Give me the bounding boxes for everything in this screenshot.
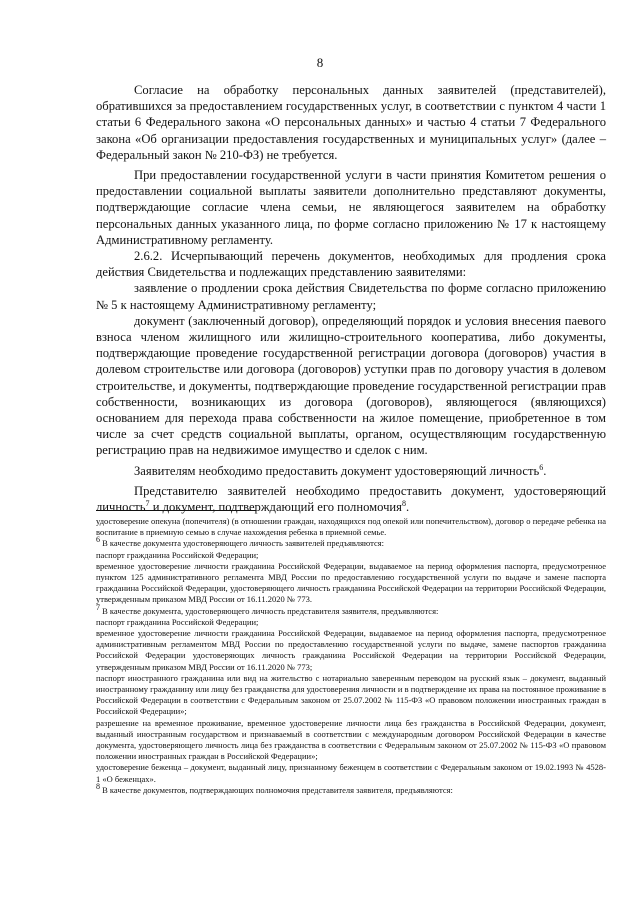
main-text	[96, 82, 606, 515]
representative-id-end: .	[405, 500, 410, 515]
footnote-ref-6: 6	[539, 462, 544, 472]
paragraph-family-consent: При предоставлении государственной услуги в части принятия Комитетом решения о предоставлении социальной выплаты заявители дополнительно представляют документы, подтверждающие согласие члена семьи, не являющегося заявителем на обработку персональных данных указанного лица, по форме согласно приложению № 17 к настоящему Административному регламенту.	[96, 168, 606, 247]
paragraph-application: заявление о продлении срока действия Свидетельства по форме согласно приложению № 5 к настоящему Административному регламенту;	[96, 281, 606, 312]
footnote-7-item: временное удостоверение личности гражданина Российской Федерации, выдаваемое на период оформления паспорта, предусмотренное административным регламентом МВД России по предоставлению государственной услуги по выдаче, замене паспортов гражданина Российской Федерации удостоверяющих личность гражданина Российской Федерации на территории Российской Федерации, утвержденным приказом МВД России от 16.11.2020 № 773;	[96, 628, 606, 672]
footnote-7-title	[96, 602, 606, 617]
footnote-7-title-text: В качестве документа, удостоверяющего личность представителя заявителя, предъявляются:	[100, 605, 439, 616]
footnote-7-mark: 7	[96, 602, 100, 612]
footnote-ref-8: 8	[401, 498, 406, 508]
footnote-ref-7: 7	[145, 498, 150, 508]
footnote-6-mark: 6	[96, 535, 100, 545]
paragraph-applicant-id	[96, 463, 606, 479]
footnote-7-item: паспорт гражданина Российской Федерации;	[96, 616, 259, 627]
footnote-8-title	[96, 782, 606, 796]
paragraph-consent: Согласие на обработку персональных данных заявителей (представителей), обратившихся за предоставлением государственных услуг, в соответствии с пунктом 4 части 1 статьи 6 Федерального закона «О персональных данных» и частью 4 статьи 7 Федерального закона «Об организации предоставления государственных и муниципальных услуг» (далее – Федеральный закон № 210-ФЗ) не требуется.	[96, 83, 606, 162]
applicant-id-text: Заявителям необходимо предоставить документ удостоверяющий личность	[134, 463, 540, 478]
footnotes	[96, 516, 606, 796]
applicant-id-end: .	[543, 463, 547, 478]
footnote-6-title	[96, 535, 606, 549]
footnote-continuation: удостоверение опекуна (попечителя) (в отношении граждан, находящихся под опекой или попечительством), договор о передаче ребенка на воспитание в приемную семью в случае нахождения ребенка в приемной семье.	[96, 516, 606, 538]
footnote-6-title-text: В качестве документа удостоверяющего личность заявителей предъявляются:	[100, 538, 385, 549]
representative-powers-text: и документ, подтверждающий его полномочия	[149, 500, 402, 515]
footnote-separator	[96, 510, 256, 511]
footnote-6-item: временное удостоверение личности гражданина Российской Федерации, выдаваемое на период оформления паспорта, предусмотренное пунктом 125 административного регламента МВД России по предоставлению государственной услуги по выдаче и замене паспорта гражданина Российской Федерации, удостоверяющего личность гражданина Российской Федерации на территории Российской Федерации, утвержденным приказом МВД России от 16.11.2020 № 773.	[96, 560, 606, 605]
footnote-8-title-text: В качестве документов, подтверждающих полномочия представителя заявителя, предъявляются:	[100, 784, 453, 795]
paragraph-2-6-2: 2.6.2. Исчерпывающий перечень документов, необходимых для продления срока действия Свидетельства и подлежащих представлению заявителями:	[96, 249, 606, 280]
footnote-7-item: разрешение на временное проживание, временное удостоверение личности лица без гражданства в Российской Федерации, документ, выданный иностранным государством и признаваемый в соответствии с международным договором Российской Федерации в качестве документа, удостоверяющего личность лица без гражданства в соответствии с Федеральным законом от 25.07.2002 № 115-ФЗ «О правовом положении иностранных граждан в Российской Федерации»;	[96, 717, 606, 762]
footnote-6-item: паспорт гражданина Российской Федерации;	[96, 549, 259, 560]
footnote-7-item: паспорт иностранного гражданина или вид на жительство с нотариально заверенным переводом на русский язык – документ, выданный иностранному гражданину или лицу без гражданства для удостоверения личности и в подтверждение их права на постоянное проживание в Российской Федерации в соответствии с Федеральным законом от 25.07.2002 № 115-ФЗ «О правовом положении иностранных граждан в Российской Федерации»;	[96, 672, 606, 717]
page-number: 8	[316, 55, 324, 70]
footnote-7-item: удостоверение беженца – документ, выданный лицу, признанному беженцем в соответствии с Федеральным законом от 19.02.1993 № 4528-1 «О беженцах».	[96, 762, 606, 784]
footnote-8-mark: 8	[96, 782, 100, 792]
paragraph-contract-document: документ (заключенный договор), определяющий порядок и условия внесения паевого взноса членом жилищного или жилищно-строительного кооператива, либо документы, подтверждающие проведение государственной регистрации договора (договоров) участия в долевом строительстве или договора (договоров) уступки прав по договору участия в долевом строительстве, и документы, подтверждающие проведение государственной регистрации прав собственности, возникающих из договора (договоров), являющегося (являющихся) основанием для перехода права собственности на жилое помещение, приобретенное в том числе за счет средств социальной выплаты, органом, осуществляющим государственную регистрацию прав на недвижимое имущество и сделок с ним.	[96, 313, 606, 458]
representative-id-text: Представителю заявителей необходимо предоставить документ, удостоверяющий личность	[96, 483, 606, 515]
